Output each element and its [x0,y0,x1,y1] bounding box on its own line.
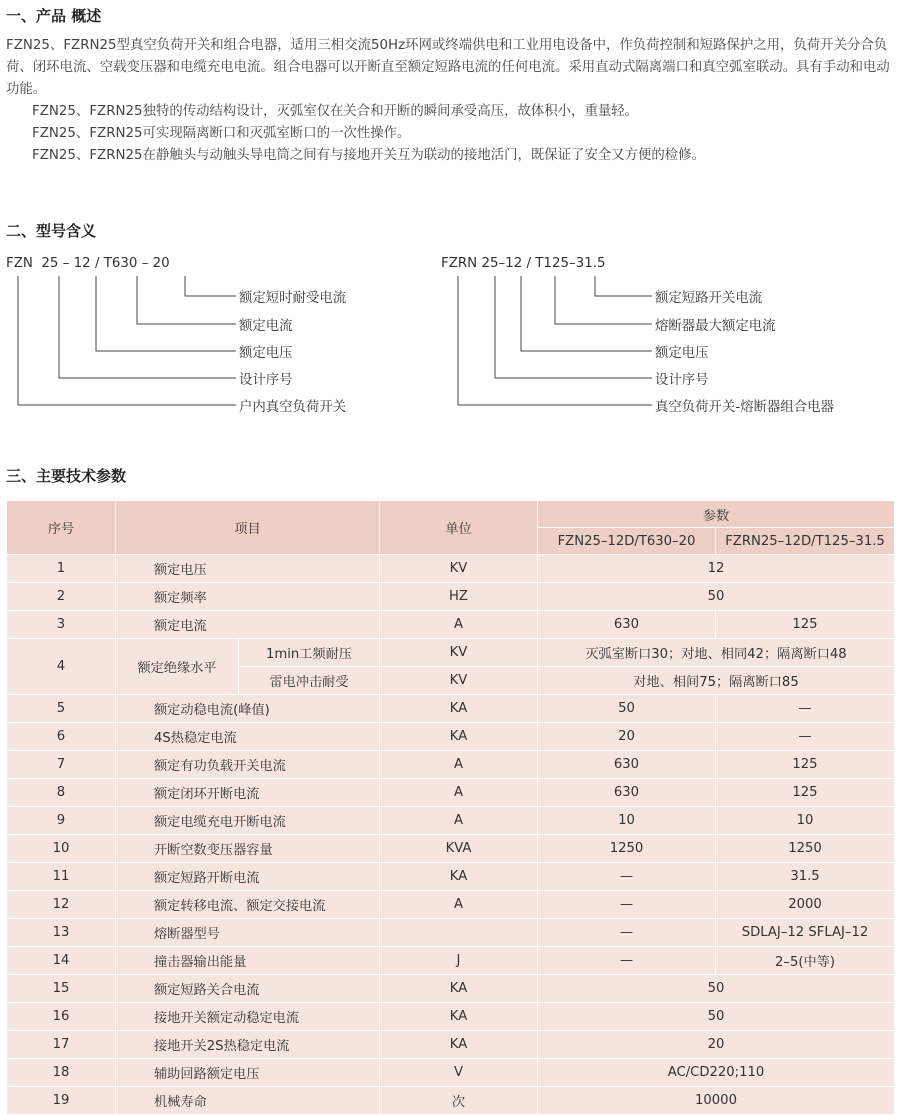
row-number: 5 [7,695,116,723]
row-value: 灭弧室断口30；对地、相同42；隔离断口48 [538,639,895,667]
table-row [7,583,895,611]
spec-table [6,500,895,1115]
row-value-b: SDLAJ–12 SFLAJ–12 [716,919,895,947]
row-value-a: 630 [538,779,716,807]
left-label: 户内真空负荷开关 [239,400,347,415]
left-label: 额定电流 [239,319,293,334]
row-subitem: 雷电冲击耐受 [239,667,380,695]
row-item: 接地开关额定动稳定电流 [116,1003,380,1031]
table-row [7,779,895,807]
row-item: 4S热稳定电流 [116,723,380,751]
table-row [7,1059,895,1087]
row-value-a: — [538,891,716,919]
row-value-b: 10 [716,807,895,835]
table-row [7,863,895,891]
right-model-code: FZRN 25–12 / T125–31.5 [441,256,606,271]
row-item: 额定转移电流、额定交接电流 [116,891,380,919]
row-item: 额定电流 [116,611,380,639]
row-number: 10 [7,835,116,863]
row-value: 50 [538,1003,895,1031]
header-model-b: FZRN25–12D/T125–31.5 [716,528,895,555]
row-unit: A [380,779,538,807]
row-number: 11 [7,863,116,891]
row-item: 额定闭环开断电流 [116,779,380,807]
row-unit: A [380,807,538,835]
left-label: 额定电压 [239,346,293,361]
row-unit: KA [380,863,538,891]
table-row [7,807,895,835]
row-value-b: 2–5(中等) [716,947,895,975]
right-label: 额定短路开关电流 [655,291,763,306]
table-row [7,751,895,779]
row-unit: KA [380,1003,538,1031]
row-value-a: — [538,919,716,947]
row-value: 50 [538,975,895,1003]
header-no: 序号 [7,501,116,555]
row-item: 额定频率 [116,583,380,611]
row-value-a: 1250 [538,835,716,863]
row-item: 机械寿命 [116,1087,380,1115]
header-item: 项目 [116,501,380,555]
right-label: 额定电压 [655,346,709,361]
row-value: 20 [538,1031,895,1059]
table-row [7,723,895,751]
row-unit: A [380,751,538,779]
row-number: 1 [7,555,116,583]
row-number: 3 [7,611,116,639]
left-label: 设计序号 [239,373,293,388]
row-value-b: — [716,723,895,751]
table-row [7,919,895,947]
row-number: 14 [7,947,116,975]
table-row [7,611,895,639]
row-item: 额定绝缘水平 [116,639,239,695]
row-unit: KV [380,555,538,583]
header-unit: 单位 [380,501,538,555]
row-value-b: 125 [716,779,895,807]
row-unit: 次 [380,1087,538,1115]
header-params: 参数 [538,501,895,528]
row-unit: V [380,1059,538,1087]
row-value: 12 [538,555,895,583]
table-row [7,975,895,1003]
row-value-a: — [538,947,716,975]
row-value-b: 1250 [716,835,895,863]
row-unit [380,919,538,947]
table-row [7,695,895,723]
row-number: 9 [7,807,116,835]
row-value: AC/CD220;110 [538,1059,895,1087]
row-item: 额定短路开断电流 [116,863,380,891]
row-item: 额定短路关合电流 [116,975,380,1003]
row-item: 熔断器型号 [116,919,380,947]
row-number: 12 [7,891,116,919]
row-value-b: 31.5 [716,863,895,891]
section3-heading: 三、主要技术参数 [6,467,127,485]
right-label: 真空负荷开关-熔断器组合电器 [655,400,834,415]
row-value-a: 20 [538,723,716,751]
row-item: 撞击器输出能量 [116,947,380,975]
row-unit: KA [380,975,538,1003]
section2-heading: 二、型号含义 [6,222,97,240]
overview-paragraph: FZN25、FZRN25在静触头与动触头导电筒之间有与接地开关互为联动的接地活门，既保证了安全又方便的检修。 [32,148,705,163]
row-value: 50 [538,583,895,611]
model-diagram-lines [0,0,900,430]
row-number: 8 [7,779,116,807]
row-value-b: — [716,695,895,723]
row-number: 18 [7,1059,116,1087]
row-unit: A [380,611,538,639]
row-value-a: 10 [538,807,716,835]
row-unit: HZ [380,583,538,611]
row-value-a: 630 [538,751,716,779]
table-row [7,639,895,667]
table-row [7,835,895,863]
table-row [7,947,895,975]
row-unit: J [380,947,538,975]
table-row [7,1003,895,1031]
row-value-a: 50 [538,695,716,723]
left-label: 额定短时耐受电流 [239,291,347,306]
row-value: 10000 [538,1087,895,1115]
row-number: 4 [7,639,116,695]
row-value-b: 125 [716,751,895,779]
row-value-b: 125 [716,611,895,639]
table-row [7,1031,895,1059]
right-label: 熔断器最大额定电流 [655,319,776,334]
row-item: 额定电缆充电开断电流 [116,807,380,835]
row-unit: KA [380,695,538,723]
row-number: 19 [7,1087,116,1115]
row-number: 13 [7,919,116,947]
row-item: 额定电压 [116,555,380,583]
row-number: 2 [7,583,116,611]
row-unit: A [380,891,538,919]
row-subitem: 1min工频耐压 [239,639,380,667]
overview-paragraph: FZN25、FZRN25独特的传动结构设计，灭弧室仅在关合和开断的瞬间承受高压，故体积小，重量轻。 [32,104,639,119]
row-unit: KA [380,1031,538,1059]
left-model-code: FZN 25 – 12 / T630 – 20 [6,256,170,271]
row-unit: KV [380,667,538,695]
right-label: 设计序号 [655,373,709,388]
row-item: 额定有功负载开关电流 [116,751,380,779]
row-item: 开断空数变压器容量 [116,835,380,863]
section1-heading: 一、产品 概述 [6,7,102,25]
row-number: 16 [7,1003,116,1031]
header-model-a: FZN25–12D/T630–20 [538,528,716,555]
row-item: 接地开关2S热稳定电流 [116,1031,380,1059]
row-value-a: — [538,863,716,891]
row-number: 7 [7,751,116,779]
row-number: 17 [7,1031,116,1059]
row-unit: KA [380,723,538,751]
row-unit: KVA [380,835,538,863]
overview-paragraph: FZN25、FZRN25可实现隔离断口和灭弧室断口的一次性操作。 [32,126,411,141]
row-number: 15 [7,975,116,1003]
row-value-a: 630 [538,611,716,639]
row-value: 对地、相间75；隔离断口85 [538,667,895,695]
row-number: 6 [7,723,116,751]
row-value-b: 2000 [716,891,895,919]
row-item: 辅助回路额定电压 [116,1059,380,1087]
overview-paragraph: FZN25、FZRN25型真空负荷开关和组合电器，适用三相交流50Hz环网或终端供电和工业用电设备中，作负荷控制和短路保护之用，负荷开关分合负荷、闭环电流、空载变压器和电缆充电电流。组合电器可以开断直至额定短路电流的任何电流。采用直动式隔离端口和真空弧室联动。具有手动和电动功能。 [6,38,890,97]
row-unit: KV [380,639,538,667]
row-item: 额定动稳电流(峰值) [116,695,380,723]
table-row [7,891,895,919]
table-row [7,1087,895,1115]
table-row [7,555,895,583]
